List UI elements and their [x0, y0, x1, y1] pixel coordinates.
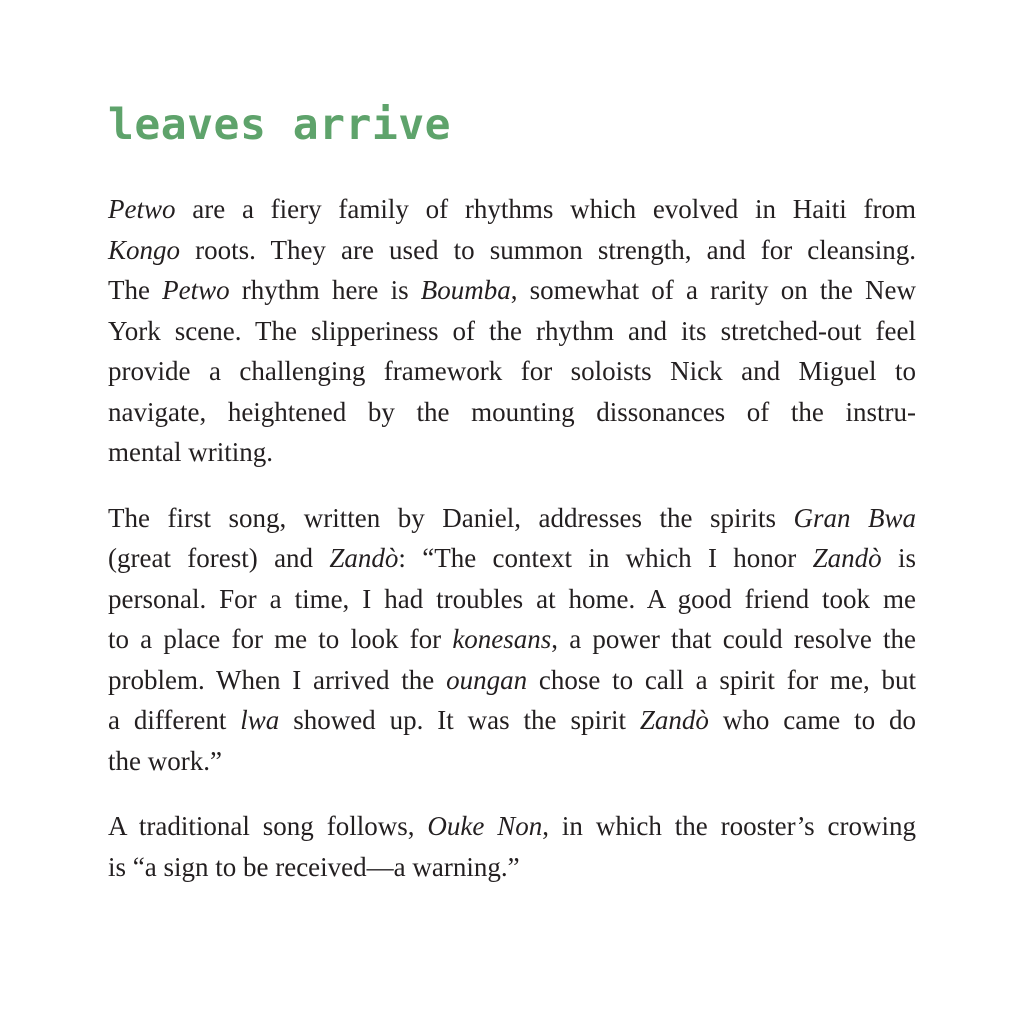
text-run: , a power that could resolve the: [551, 624, 916, 654]
text-run: personal. For a time, I had troubles at home. A good friend took me: [108, 583, 916, 614]
italic-term: Zandò: [329, 543, 399, 573]
text-line: [108, 741, 916, 782]
text-run: provide a challenging framework for soloists Nick and Miguel to: [108, 356, 916, 386]
text-run: rhythm here is: [229, 275, 421, 305]
text-line: [108, 538, 916, 579]
text-line: [108, 270, 916, 311]
page-title: leaves arrive: [108, 100, 452, 150]
text-run: is “a sign to be received—a warning.”: [108, 851, 520, 882]
text-run: navigate, heightened by the mounting dissonances of the instru-: [108, 396, 916, 427]
text-run: chose to call a spirit for me, but: [527, 664, 916, 695]
text-run: The: [108, 275, 163, 305]
italic-term: Petwo: [108, 194, 176, 224]
paragraph: [108, 806, 916, 887]
text-run: roots. They are used to summon strength, and for cleansing.: [180, 234, 916, 265]
text-line: [108, 806, 916, 847]
text-line: [108, 847, 916, 888]
text-run: , somewhat of a rarity on the New: [510, 275, 916, 305]
italic-term: Kongo: [108, 234, 181, 265]
body-text: [108, 189, 916, 912]
italic-term: Petwo: [162, 275, 230, 305]
text-run: The first song, written by Daniel, addresses the spirits: [108, 502, 794, 533]
text-line: [108, 432, 916, 473]
text-run: , in which the rooster’s crowing: [542, 811, 916, 841]
paragraph: [108, 498, 916, 782]
italic-term: lwa: [240, 705, 280, 735]
text-line: [108, 619, 916, 660]
text-run: A traditional song follows,: [108, 811, 428, 841]
text-line: [108, 392, 916, 433]
text-line: [108, 189, 916, 230]
text-run: are a fiery family of rhythms which evolved in Haiti from: [175, 194, 916, 224]
text-run: mental writing.: [108, 437, 273, 467]
text-run: showed up. It was the spirit: [279, 705, 640, 735]
italic-term: Zandò: [639, 705, 709, 735]
text-line: [108, 660, 916, 701]
text-run: to a place for me to look for: [108, 624, 453, 654]
italic-term: Ouke Non: [427, 811, 543, 841]
italic-term: konesans: [452, 624, 552, 654]
text-line: [108, 311, 916, 352]
text-line: [108, 351, 916, 392]
text-line: [108, 230, 916, 271]
text-line: [108, 579, 916, 620]
text-run: York scene. The slipperiness of the rhythm and its stretched-out feel: [108, 315, 916, 346]
italic-term: Gran Bwa: [793, 502, 916, 533]
text-line: [108, 700, 916, 741]
text-run: who came to do: [708, 705, 916, 735]
text-line: [108, 498, 916, 539]
text-run: problem. When I arrived the: [108, 664, 447, 695]
paragraph: [108, 189, 916, 473]
text-run: the work.”: [108, 745, 222, 776]
text-run: is: [881, 543, 916, 573]
italic-term: Boumba: [420, 275, 511, 305]
text-run: a different: [108, 705, 241, 735]
text-run: : “The context in which I honor: [398, 543, 813, 573]
text-run: (great forest) and: [108, 543, 330, 573]
italic-term: oungan: [446, 664, 528, 695]
italic-term: Zandò: [812, 543, 882, 573]
